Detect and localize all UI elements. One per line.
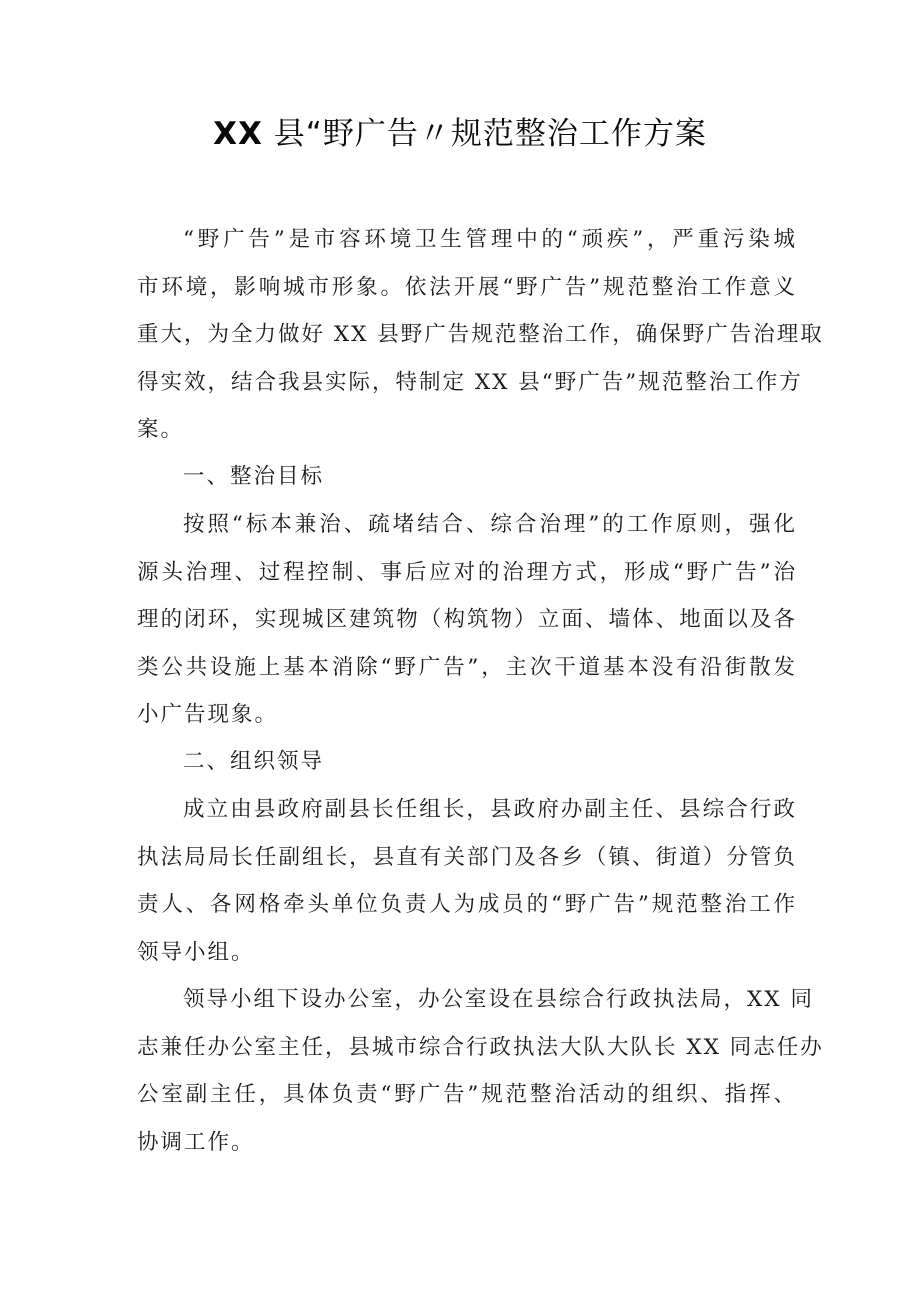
text-line: 领导小组。 xyxy=(137,939,255,965)
text-line: 按照“标本兼治、疏堵结合、综合治理”的工作原则，强化 xyxy=(183,512,797,537)
text-line: 志兼任办公室主任，县城市综合行政执法大队大队长 XX 同志任办 xyxy=(137,1034,824,1060)
text-line: 公室副主任，具体负责“野广告”规范整治活动的组织、指挥、 xyxy=(137,1082,797,1107)
text-line: 类公共设施上基本消除“野广告”，主次干道基本没有沿街散发 xyxy=(137,654,797,680)
office-paragraph xyxy=(137,976,824,1166)
text-line: 成立由县政府副县长任组长，县政府办副主任、县综合行政 xyxy=(183,797,797,822)
intro-paragraph xyxy=(137,216,824,454)
text-line: 源头治理、过程控制、事后应对的治理方式，形成“野广告”治 xyxy=(137,559,797,585)
title-text: 县“野广告〃规范整治工作方案 xyxy=(262,116,707,152)
heading-text: 一、整治目标 xyxy=(183,464,325,489)
section-heading-organization xyxy=(137,738,797,786)
text-line: 理的闭环，实现城区建筑物（构筑物）立面、墙体、地面以及各 xyxy=(137,607,797,632)
goals-paragraph xyxy=(137,501,797,739)
heading-text: 二、组织领导 xyxy=(183,749,325,774)
text-line: “野广告”是市容环境卫生管理中的“顽疾”，严重污染城 xyxy=(183,227,797,252)
document-title xyxy=(0,110,920,158)
text-line: 协调工作。 xyxy=(137,1129,255,1155)
text-line: 市环境，影响城市形象。依法开展“野广告”规范整治工作意义 xyxy=(137,274,797,300)
text-line: 得实效，结合我县实际，特制定 XX 县“野广告”规范整治工作方 xyxy=(137,369,803,395)
text-line: 重大，为全力做好 XX 县野广告规范整治工作，确保野广告治理取 xyxy=(137,322,824,347)
organization-paragraph xyxy=(137,786,797,976)
text-line: 执法局局长任副组长，县直有关部门及各乡（镇、街道）分管负 xyxy=(137,844,797,870)
text-line: 小广告现象。 xyxy=(137,702,279,727)
section-heading-goals xyxy=(137,453,797,501)
text-line: 案。 xyxy=(137,417,185,442)
text-line: 领导小组下设办公室，办公室设在县综合行政执法局，XX 同 xyxy=(183,987,814,1012)
title-prefix: XX xyxy=(213,116,263,152)
text-line: 责人、各网格牵头单位负责人为成员的“野广告”规范整治工作 xyxy=(137,892,797,917)
